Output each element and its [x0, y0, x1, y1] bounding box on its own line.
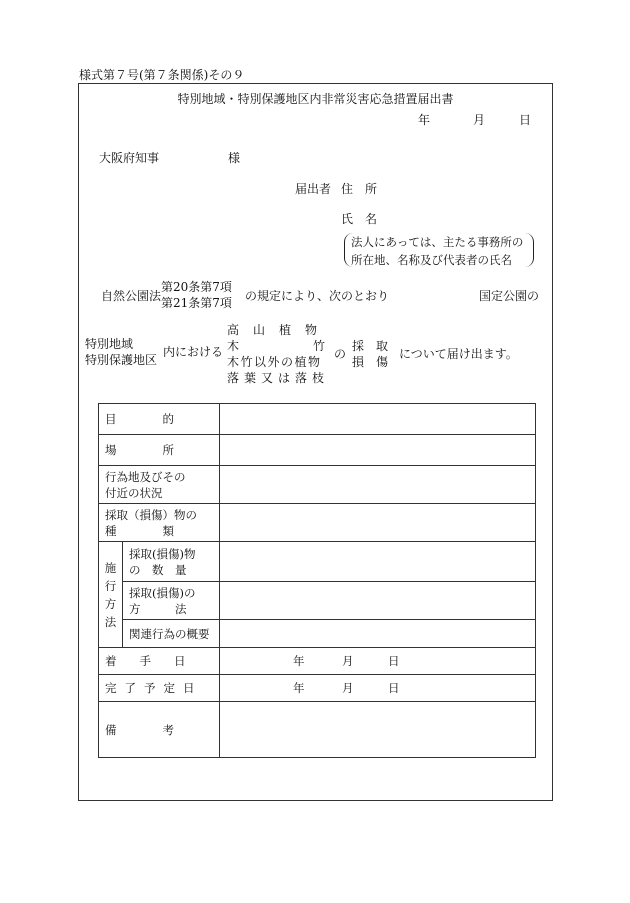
plant-tree: 木 — [227, 339, 240, 353]
address-label: 住 所 — [341, 182, 378, 196]
kind-label — [99, 504, 220, 542]
purpose-label: 目 的 — [99, 404, 220, 435]
quantity-label-line2: の 数 量 — [129, 562, 187, 577]
form-number: 様式第７号(第７条関係)その９ — [79, 68, 245, 82]
method-field[interactable] — [220, 582, 536, 620]
purpose-field[interactable] — [220, 404, 536, 435]
applicant-label: 届出者 — [295, 182, 332, 196]
kind-label-line1: 採取（損傷）物の — [105, 507, 197, 522]
area-special: 特別地域 — [85, 337, 134, 351]
method-group-label — [99, 542, 123, 648]
kind-field[interactable] — [220, 504, 536, 542]
related-label: 関連行為の概要 — [123, 620, 220, 648]
start-day: 日 — [388, 654, 400, 668]
kind-label-line2: 種 類 — [105, 523, 174, 538]
provision-text: の規定により、次のとおり — [245, 289, 390, 303]
row-related — [99, 620, 536, 648]
finish-year: 年 — [293, 681, 305, 695]
method-label — [123, 582, 220, 620]
particle-of: の — [334, 347, 347, 361]
method-group-text: 施 行 方 法 — [104, 560, 117, 629]
plant-alpine: 高山植物 — [227, 323, 332, 337]
date-month: 月 — [473, 113, 486, 127]
method-label-line2: 方 法 — [129, 601, 187, 616]
start-month: 月 — [342, 654, 354, 668]
row-quantity — [99, 542, 536, 582]
finish-month: 月 — [342, 681, 354, 695]
finish-label: 完了予定日 — [99, 675, 220, 702]
addressee-honorific: 様 — [228, 151, 241, 165]
plant-leaves: 落葉又は落枝 — [227, 371, 330, 385]
park-type: 国定公園の — [479, 289, 540, 303]
within-text: 内における — [163, 345, 224, 359]
corporate-note-line2: 所在地、名称及び代表者の氏名 — [351, 253, 512, 267]
start-label: 着 手 日 — [99, 648, 220, 675]
quantity-label — [123, 542, 220, 582]
form-title: 特別地域・特別保護地区内非常災害応急措置届出書 — [177, 92, 454, 106]
form-frame — [78, 83, 553, 801]
row-purpose — [99, 404, 536, 435]
article-20: 第20条第7項 — [161, 280, 232, 294]
plant-bamboo: 竹 — [313, 339, 326, 353]
finish-day: 日 — [388, 681, 400, 695]
name-label: 氏 名 — [341, 212, 378, 226]
action-damage: 損傷 — [352, 355, 401, 369]
related-field[interactable] — [220, 620, 536, 648]
site-label-line2: 付近の状況 — [105, 485, 163, 500]
start-date-field[interactable] — [220, 648, 536, 675]
finish-date-field[interactable] — [220, 675, 536, 702]
site-field[interactable] — [220, 466, 536, 504]
start-year: 年 — [293, 654, 305, 668]
site-label — [99, 466, 220, 504]
law-name: 自然公園法 — [101, 289, 162, 303]
addressee-name: 大阪府知事 — [99, 151, 160, 165]
row-method — [99, 582, 536, 620]
remarks-label: 備 考 — [99, 702, 220, 758]
corporate-note-line1: 法人にあっては、主たる事務所の — [351, 235, 524, 249]
place-field[interactable] — [220, 435, 536, 466]
closing-text: について届け出ます。 — [399, 347, 518, 361]
place-label: 場 所 — [99, 435, 220, 466]
remarks-field[interactable] — [220, 702, 536, 758]
action-collect: 採取 — [352, 339, 401, 353]
article-21: 第21条第7項 — [161, 296, 232, 310]
quantity-field[interactable] — [220, 542, 536, 582]
date-year: 年 — [418, 113, 431, 127]
plant-other: 木竹以外の植物 — [227, 355, 322, 369]
row-finish — [99, 675, 536, 702]
site-label-line1: 行為地及びその — [105, 469, 186, 484]
row-kind — [99, 504, 536, 542]
quantity-label-line1: 採取(損傷)物 — [129, 546, 196, 561]
row-remarks — [99, 702, 536, 758]
corporate-note — [344, 233, 534, 267]
details-table — [98, 403, 536, 758]
method-label-line1: 採取(損傷)の — [129, 585, 196, 600]
row-place — [99, 435, 536, 466]
area-protected: 特別保護地区 — [85, 353, 158, 367]
date-day: 日 — [519, 113, 532, 127]
row-site — [99, 466, 536, 504]
row-start — [99, 648, 536, 675]
